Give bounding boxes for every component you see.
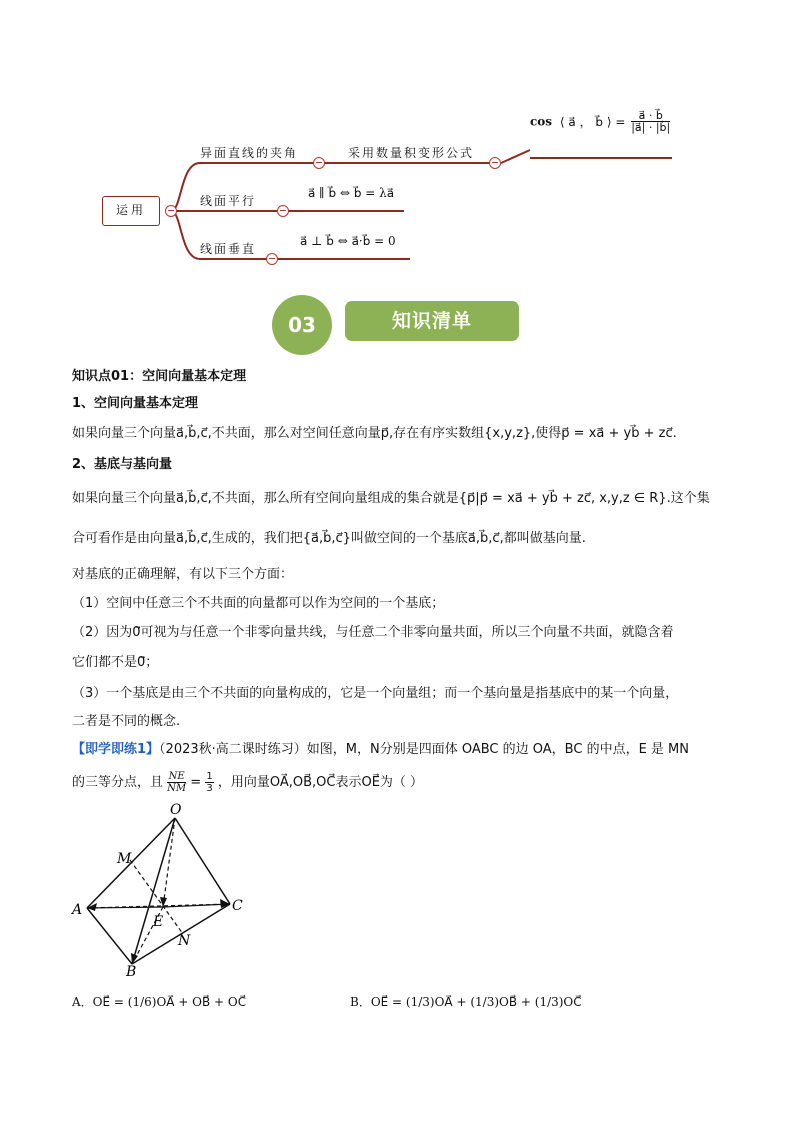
label-N: N [178, 933, 191, 949]
collapse-angle-icon[interactable] [313, 157, 325, 169]
item-1: （1）空间中任意三个不共面的向量都可以作为空间的一个基底； [72, 596, 445, 611]
formula-parallel: a⃗ ∥ b⃗ ⇔ b⃗ = λa⃗ [308, 186, 395, 200]
exercise-tag: 【即学即练1】 [72, 742, 160, 757]
item-3-line2: 二者是不同的概念. [72, 714, 181, 729]
paragraph-basis-line2: 合可看作是由向量a⃗,b⃗,c⃗,生成的，我们把{a⃗,b⃗,c⃗}叫做空间的一个基底a⃗,b⃗,c⃗,都叫做基向量. [72, 531, 586, 546]
option-A[interactable]: A．OE⃗ = (1/6)OA⃗ + OB⃗ + OC⃗ [72, 995, 247, 1009]
mindmap-root: 运用 [102, 196, 160, 226]
heading-basis: 2、基底与基向量 [72, 457, 173, 472]
label-M: M [117, 851, 132, 867]
branch-label-parallel: 线面平行 [200, 194, 257, 208]
branch-sub-angle: 采用数量积变形公式 [348, 146, 475, 160]
section-title-banner [345, 301, 519, 341]
heading-basic-theorem: 1、空间向量基本定理 [72, 396, 199, 411]
label-C: C [232, 898, 243, 914]
item-3-line1: （3）一个基底是由三个不共面的向量构成的，它是一个向量组；而一个基向量是指基底中的某一个向量， [72, 686, 679, 701]
ratio-fraction [167, 771, 186, 794]
collapse-perpendicular-icon[interactable] [266, 253, 278, 265]
label-B: B [126, 964, 137, 980]
ratio-value [205, 771, 213, 794]
paragraph-understanding-intro: 对基底的正确理解，有以下三个方面： [72, 567, 294, 582]
tetrahedron-figure [60, 800, 280, 980]
exercise-question-2b: ，用向量OA⃗,OB⃗,OC⃗表示OE⃗为（ ） [217, 775, 424, 790]
ratio-value-den: 3 [206, 783, 213, 794]
exercise-question-2a: 的三等分点，且 [72, 775, 164, 790]
collapse-root-icon[interactable] [165, 205, 177, 217]
label-A: A [72, 902, 83, 918]
exercise-question-1: 如图，M，N分别是四面体 OABC 的边 OA，BC 的中点，E 是 MN [306, 742, 689, 757]
label-E: E [153, 914, 164, 930]
formula-cos: cos ⟨ a⃗ ， b⃗ ⟩ = $\frac{a⃗ \cdot b⃗}{|a⃗| \cdot |b⃗|}$ [530, 109, 671, 134]
exercise-line1 [72, 741, 689, 759]
option-B[interactable]: B．OE⃗ = (1/3)OA⃗ + (1/3)OB⃗ + (1/3)OC⃗ [350, 995, 582, 1009]
paragraph-basis-line1: 如果向量三个向量a⃗,b⃗,c⃗,不共面，那么所有空间向量组成的集合就是{p⃗|p⃗ = xa⃗ + yb⃗ + zc⃗, x,y,z ∈ R}.这个集 [72, 491, 710, 506]
ratio-eq: = [190, 775, 202, 790]
section-title: 知识清单 [391, 310, 472, 332]
exercise-source: （2023秋·高二课时练习） [159, 742, 307, 757]
item-2-line1: （2）因为0⃗可视为与任意一个非零向量共线，与任意二个非零向量共面，所以三个向量不共面，就隐含着 [72, 625, 674, 640]
knowledge-point-title: 知识点01：空间向量基本定理 [72, 369, 247, 384]
branch-label-angle: 异面直线的夹角 [200, 146, 299, 160]
paragraph-basic-theorem: 如果向量三个向量a⃗,b⃗,c⃗,不共面，那么对空间任意向量p⃗,存在有序实数组{x,y,z},使得p⃗ = xa⃗ + yb⃗ + zc⃗. [72, 426, 677, 441]
ratio-num: NE [168, 771, 185, 782]
ratio-den: NM [167, 783, 187, 794]
collapse-sub-icon[interactable] [489, 157, 501, 169]
exercise-line2 [72, 770, 423, 796]
ratio-value-num: 1 [206, 771, 213, 782]
branch-label-perpendicular: 线面垂直 [200, 242, 257, 256]
section-number-badge: 03 [272, 295, 332, 355]
collapse-parallel-icon[interactable] [277, 205, 289, 217]
label-O: O [170, 802, 182, 818]
item-2-line2: 它们都不是0⃗； [72, 655, 159, 670]
formula-perpendicular: a⃗ ⊥ b⃗ ⇔ a⃗·b⃗ = 0 [300, 234, 396, 248]
